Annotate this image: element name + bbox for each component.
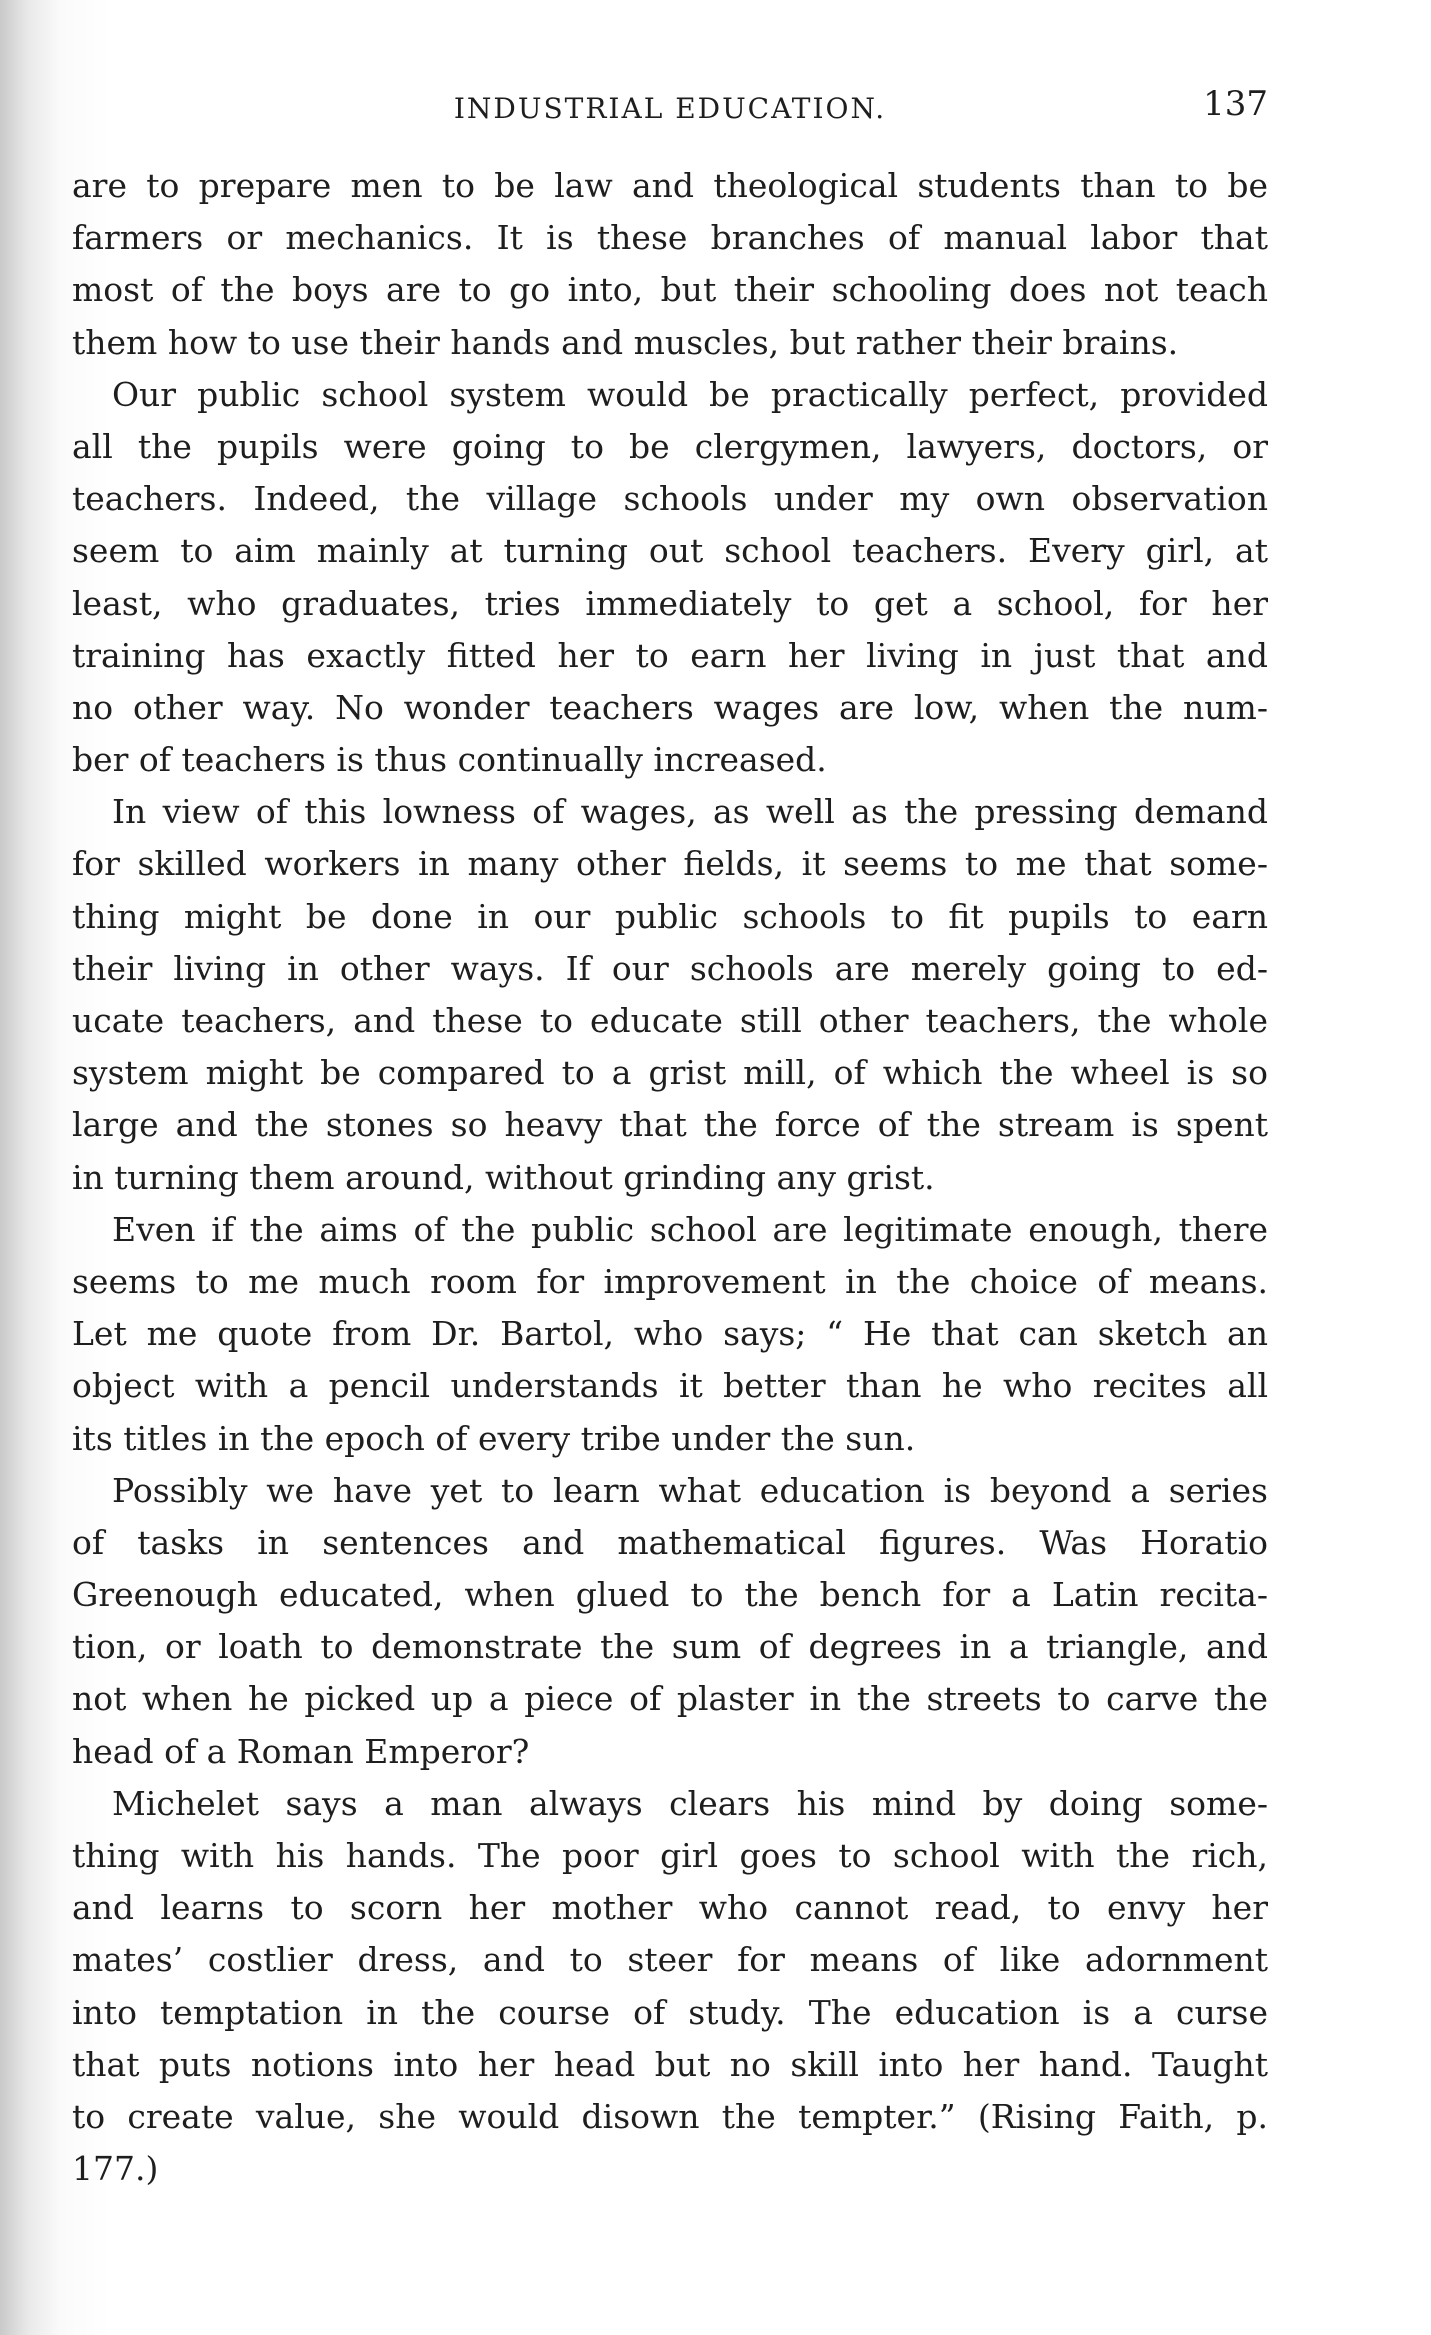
text-line: and learns to scorn her mother who cannot read, to envy her (72, 1888, 1268, 1928)
text-line: tion, or loath to demonstrate the sum of degrees in a triangle, and (72, 1627, 1268, 1667)
text-line: most of the boys are to go into, but their schooling does not teach (72, 270, 1268, 310)
text-line: ber of teachers is thus continually increased. (72, 740, 827, 780)
text-line: Greenough educated, when glued to the bench for a Latin recita- (72, 1575, 1268, 1615)
text-line: all the pupils were going to be clergymen, lawyers, doctors, or (72, 426, 1268, 466)
text-line: of tasks in sentences and mathematical figures. Was Horatio (72, 1522, 1268, 1562)
text-line: farmers or mechanics. It is these branches of manual labor that (72, 218, 1268, 258)
text-line: thing might be done in our public schools to fit pupils to earn (72, 896, 1268, 936)
text-line: ucate teachers, and these to educate still other teachers, the whole (72, 1001, 1268, 1040)
text-line: Possibly we have yet to learn what education is beyond a series (112, 1470, 1268, 1510)
text-line: Our public school system would be practically perfect, provided (112, 374, 1268, 414)
text-line: them how to use their hands and muscles, but rather their brains. (72, 322, 1179, 362)
running-head: INDUSTRIAL EDUCATION. (453, 92, 887, 125)
text-line: Let me quote from Dr. Bartol, who says; “ He that can sketch an (72, 1314, 1268, 1354)
text-line: object with a pencil understands it better than he who recites all (72, 1366, 1268, 1406)
page-header (72, 84, 1268, 144)
text-line: not when he picked up a piece of plaster in the streets to carve the (72, 1679, 1268, 1719)
text-line: no other way. No wonder teachers wages are low, when the num- (72, 687, 1268, 727)
page-number: 137 (1203, 84, 1268, 124)
text-line: its titles in the epoch of every tribe under the sun. (72, 1418, 916, 1458)
text-line: that puts notions into her head but no skill into her hand. Taught (72, 2044, 1268, 2084)
page-body (72, 160, 1268, 2195)
text-line: their living in other ways. If our schools are merely going to ed- (72, 948, 1268, 988)
text-line: least, who graduates, tries immediately to get a school, for her (72, 583, 1268, 623)
text-line: head of a Roman Emperor? (72, 1731, 530, 1771)
text-line: teachers. Indeed, the village schools under my own observation (72, 479, 1268, 519)
text-line: in turning them around, without grinding any grist. (72, 1157, 935, 1197)
text-line: mates’ costlier dress, and to steer for means of like adornment (72, 1940, 1268, 1980)
text-line: seem to aim mainly at turning out school teachers. Every girl, at (72, 531, 1268, 571)
text-line: are to prepare men to be law and theological students than to be (72, 166, 1268, 205)
text-line: training has exactly fitted her to earn her living in just that and (72, 635, 1268, 675)
text-line: seems to me much room for improvement in the choice of means. (72, 1261, 1268, 1301)
text-line: system might be compared to a grist mill, of which the wheel is so (72, 1053, 1268, 1093)
text-line: into temptation in the course of study. The education is a curse (72, 1992, 1268, 2032)
text-line: Michelet says a man always clears his mind by doing some- (112, 1783, 1268, 1823)
text-line: large and the stones so heavy that the force of the stream is spent (72, 1105, 1268, 1145)
text-line: to create value, she would disown the tempter.” (Rising Faith, p. (72, 2096, 1268, 2136)
text-line: thing with his hands. The poor girl goes to school with the rich, (72, 1836, 1268, 1875)
text-line: for skilled workers in many other fields, it seems to me that some- (72, 844, 1268, 884)
text-line: 177.) (72, 2149, 159, 2189)
text-line: Even if the aims of the public school are legitimate enough, there (112, 1209, 1268, 1249)
text-line: In view of this lowness of wages, as well as the pressing demand (112, 792, 1268, 832)
